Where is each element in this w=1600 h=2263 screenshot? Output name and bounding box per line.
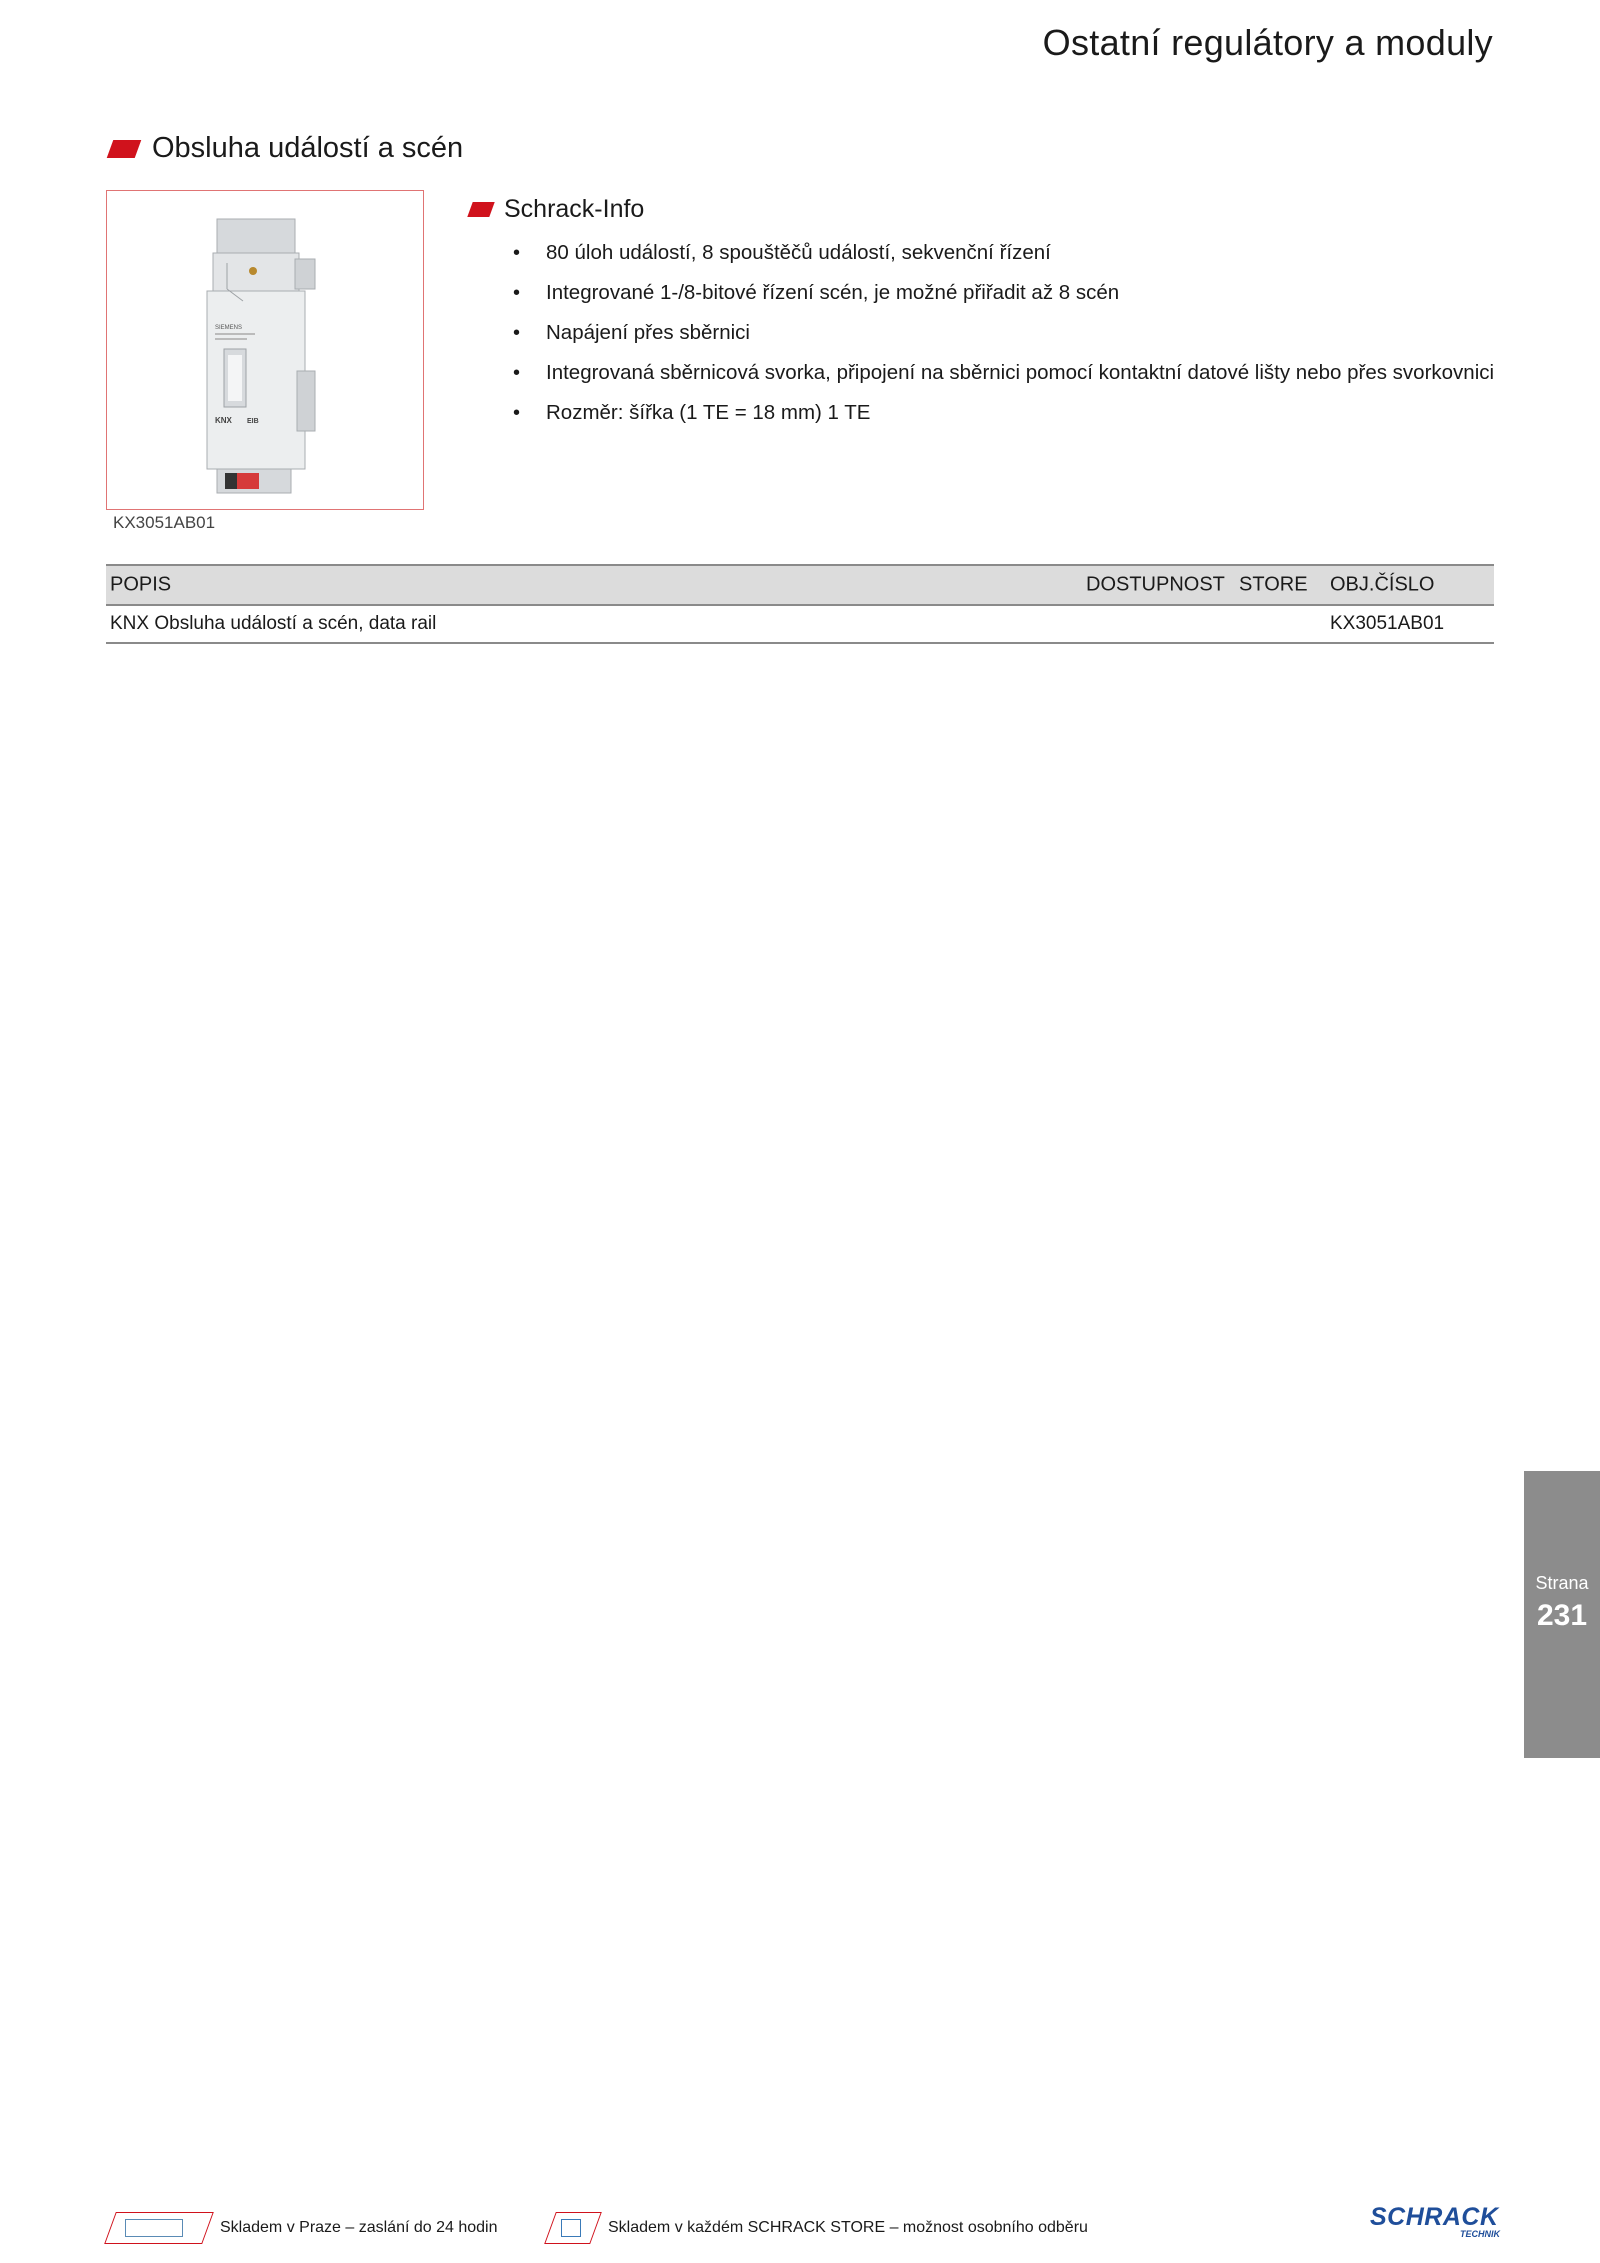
- table-row: [106, 606, 1494, 644]
- info-marker-icon: [467, 202, 494, 217]
- device-brand-label: SIEMENS: [215, 325, 243, 331]
- header-obj-cislo: OBJ.ČÍSLO: [1330, 573, 1435, 596]
- header-dostupnost: DOSTUPNOST: [1086, 573, 1225, 596]
- cell-popis: KNX Obsluha událostí a scén, data rail: [110, 613, 437, 634]
- bullet-icon: •: [513, 362, 521, 384]
- schrack-logo: [1370, 2204, 1510, 2244]
- info-heading: [470, 195, 1510, 224]
- info-list: [470, 238, 1510, 428]
- page-title: Ostatní regulátory a moduly: [1042, 22, 1493, 63]
- section-title-text: Obsluha událostí a scén: [152, 132, 464, 164]
- header-store: STORE: [1239, 573, 1308, 596]
- info-item: • Rozměr: šířka (1 TE = 18 mm) 1 TE: [470, 398, 1506, 428]
- page-number-tab: [1524, 1471, 1600, 1758]
- cell-obj-cislo: KX3051AB01: [1330, 613, 1445, 634]
- info-item: • Napájení přes sběrnici: [470, 318, 1506, 348]
- section-heading: [110, 132, 463, 165]
- bullet-icon: •: [513, 402, 521, 424]
- shopping-cart-icon: [544, 2212, 602, 2244]
- device-knx-label: KNX: [215, 416, 232, 425]
- page-label: Strana: [1535, 1573, 1589, 1593]
- bullet-icon: •: [513, 282, 521, 304]
- device-eib-label: EIB: [247, 418, 259, 425]
- info-item: • Integrovaná sběrnicová svorka, připojení na sběrnici pomocí kontaktní datové lišty nebo přes svorkovnici: [470, 358, 1506, 388]
- footer-store-note: [550, 2208, 1088, 2248]
- logo-sub-text: TECHNIK: [1460, 2229, 1500, 2239]
- product-image: [107, 191, 422, 508]
- schrack-info-block: [470, 195, 1510, 438]
- bullet-icon: •: [513, 322, 521, 344]
- logo-main-text: SCHRACK: [1370, 2203, 1499, 2231]
- footer: [110, 2203, 1510, 2248]
- truck-icon: [104, 2212, 214, 2244]
- product-table: [106, 564, 1494, 644]
- header-popis: POPIS: [110, 573, 172, 596]
- bullet-icon: •: [513, 242, 521, 264]
- product-code-caption: KX3051AB01: [113, 513, 216, 532]
- section-marker-icon: [107, 140, 142, 158]
- footer-delivery-text: Skladem v Praze – zaslání do 24 hodin: [220, 2219, 498, 2236]
- product-image-frame: [106, 190, 424, 510]
- page-number: 231: [1536, 1599, 1588, 1632]
- footer-delivery-note: [110, 2208, 498, 2248]
- info-item: • Integrované 1-/8-bitové řízení scén, je možné přiřadit až 8 scén: [470, 278, 1506, 308]
- footer-store-text: Skladem v každém SCHRACK STORE – možnost osobního odběru: [608, 2219, 1088, 2236]
- info-title-text: Schrack-Info: [504, 195, 645, 223]
- table-header-row: [106, 564, 1494, 606]
- info-item: • 80 úloh událostí, 8 spouštěčů událostí, sekvenční řízení: [470, 238, 1506, 268]
